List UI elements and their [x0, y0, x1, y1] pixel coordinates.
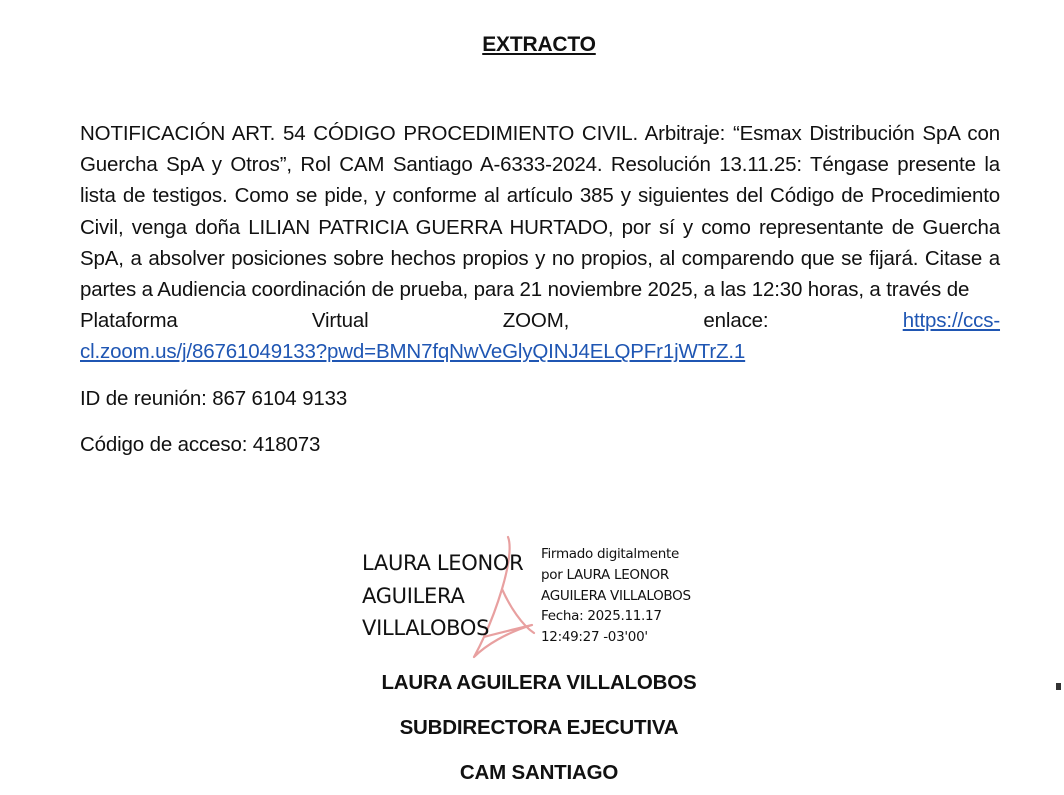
document-title: EXTRACTO [482, 33, 596, 56]
notification-paragraph [80, 118, 1000, 368]
signer-name-line: VILLALOBOS [362, 616, 490, 640]
signer-name-line: AGUILERA [362, 583, 465, 608]
platform-word: Virtual [311, 309, 369, 333]
signature-details [541, 544, 691, 648]
signature-detail-line: por LAURA LEONOR [541, 566, 669, 583]
signer-name [362, 547, 523, 645]
meeting-id: ID de reunión: 867 6104 9133 [80, 387, 348, 410]
platform-word: Plataforma [80, 309, 178, 333]
signature-detail-line: Fecha: 2025.11.17 [541, 608, 662, 625]
signer-role: SUBDIRECTORA EJECUTIVA [399, 716, 679, 739]
platform-word: ZOOM, [502, 309, 570, 333]
signature-detail-line: 12:49:27 -03'00' [541, 629, 648, 646]
platform-word: enlace: [703, 309, 769, 333]
digital-signature-block [360, 533, 730, 663]
zoom-link-part1[interactable]: https://ccs- [902, 309, 1001, 333]
signature-detail-line: AGUILERA VILLALOBOS [541, 587, 691, 604]
zoom-link-part2[interactable]: cl.zoom.us/j/86761049133?pwd=BMN7fqNwVeGlyQINJ4ELQPFr1jWTrZ.1 [80, 340, 746, 364]
platform-line [80, 305, 1000, 336]
paragraph-main-text: NOTIFICACIÓN ART. 54 CÓDIGO PROCEDIMIENTO CIVIL. Arbitraje: “Esmax Distribución SpA con Guercha SpA y Otros”, Rol CAM Santiago A-6333-2024. Resolución 13.11.25: Téngase presente la lista de testigos. Como se pide, y conforme al artículo 385 y siguientes del Código de Procedimiento Civil, venga doña LILIAN PATRICIA GUERRA HURTADO, por sí y como representante de Guercha SpA, a absolver posiciones sobre hechos propios y no propios, al comparendo que se fijará. Citase a partes a Audiencia coordinación de prueba, para 21 noviembre 2025, a las 12:30 horas, a través de [80, 122, 1000, 302]
access-code: Código de acceso: 418073 [80, 433, 321, 456]
signer-full-name: LAURA AGUILERA VILLALOBOS [381, 671, 697, 694]
signature-detail-line: Firmado digitalmente [541, 546, 679, 562]
signer-name-line: LAURA LEONOR [362, 551, 524, 575]
organization-name: CAM SANTIAGO [459, 761, 619, 784]
page-edge-mark [1056, 683, 1061, 690]
